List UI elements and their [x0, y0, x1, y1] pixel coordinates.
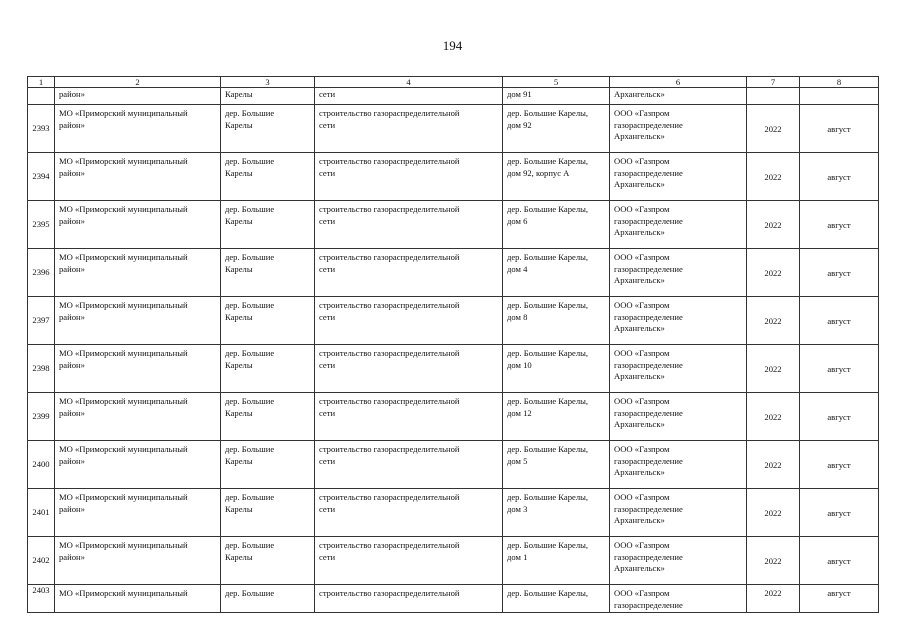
table-row	[28, 441, 879, 489]
month-cell-text: август	[827, 588, 851, 598]
settlement-cell-text: дер. Большие Карелы	[225, 252, 275, 274]
settlement-cell	[221, 441, 315, 489]
address-cell	[503, 249, 610, 297]
table-row	[28, 249, 879, 297]
organization-cell	[610, 393, 747, 441]
work-cell-text: строительство газораспределительной сети	[319, 444, 460, 466]
address-cell	[503, 345, 610, 393]
column-number-header	[28, 77, 879, 88]
organization-cell-text: ООО «Газпром газораспределение Архангельск»	[614, 444, 683, 477]
work-cell	[315, 153, 503, 201]
municipality-cell-text: МО «Приморский муниципальный район»	[59, 300, 188, 322]
column-header: 2	[55, 77, 221, 88]
organization-cell-text: ООО «Газпром газораспределение Архангельск»	[614, 492, 683, 525]
row-number-cell-text: 2396	[32, 266, 50, 277]
month-cell	[800, 393, 879, 441]
municipality-cell	[55, 537, 221, 585]
work-cell	[315, 585, 503, 613]
municipality-cell	[55, 297, 221, 345]
row-number-cell	[28, 297, 55, 345]
work-cell	[315, 201, 503, 249]
settlement-cell	[221, 153, 315, 201]
settlement-cell-text: дер. Большие Карелы	[225, 348, 275, 370]
municipality-cell-text: МО «Приморский муниципальный район»	[59, 540, 188, 562]
month-cell-text: август	[827, 123, 851, 134]
organization-cell	[610, 201, 747, 249]
address-cell-text: дер. Большие Карелы, дом 6	[507, 204, 589, 226]
settlement-cell	[221, 537, 315, 585]
municipality-cell-text: МО «Приморский муниципальный район»	[59, 204, 188, 226]
work-cell	[315, 537, 503, 585]
organization-cell	[610, 105, 747, 153]
work-cell-text: строительство газораспределительной	[319, 588, 460, 598]
organization-cell	[610, 489, 747, 537]
work-cell	[315, 393, 503, 441]
year-cell-text: 2022	[764, 555, 782, 566]
year-cell	[747, 537, 800, 585]
municipality-cell	[55, 153, 221, 201]
address-cell-text: дер. Большие Карелы, дом 92, корпус А	[507, 156, 589, 178]
table-row	[28, 153, 879, 201]
municipality-cell-text: МО «Приморский муниципальный район»	[59, 396, 188, 418]
settlement-cell-text: дер. Большие	[225, 588, 275, 598]
month-cell	[800, 153, 879, 201]
municipality-cell-text: МО «Приморский муниципальный	[59, 588, 188, 598]
year-cell	[747, 489, 800, 537]
settlement-cell	[221, 201, 315, 249]
address-cell-text: дер. Большие Карелы, дом 5	[507, 444, 589, 466]
settlement-cell-text: дер. Большие Карелы	[225, 444, 275, 466]
municipality-cell	[55, 585, 221, 613]
year-cell-text: 2022	[764, 459, 782, 470]
address-cell	[503, 537, 610, 585]
row-number-cell-text: 2402	[32, 554, 50, 565]
organization-cell	[610, 345, 747, 393]
address-cell-text: дер. Большие Карелы, дом 92	[507, 108, 589, 130]
settlement-cell-text: дер. Большие Карелы	[225, 156, 275, 178]
address-cell: дом 91	[503, 88, 610, 105]
settlement-cell	[221, 249, 315, 297]
data-table	[27, 76, 879, 613]
column-header: 3	[221, 77, 315, 88]
month-cell-text: август	[827, 411, 851, 422]
organization-cell-text: ООО «Газпром газораспределение Архангельск»	[614, 396, 683, 429]
organization-cell-text: ООО «Газпром газораспределение Архангельск»	[614, 252, 683, 285]
settlement-cell	[221, 297, 315, 345]
year-cell	[747, 345, 800, 393]
municipality-cell: район»	[55, 88, 221, 105]
municipality-cell	[55, 105, 221, 153]
work-cell-text: строительство газораспределительной сети	[319, 348, 460, 370]
address-cell-text: дер. Большие Карелы, дом 12	[507, 396, 589, 418]
month-cell-text: август	[827, 363, 851, 374]
address-cell-text: дер. Большие Карелы, дом 4	[507, 252, 589, 274]
settlement-cell	[221, 585, 315, 613]
work-cell-text: строительство газораспределительной сети	[319, 252, 460, 274]
work-cell: сети	[315, 88, 503, 105]
page-number: 194	[442, 38, 463, 53]
organization-cell	[610, 153, 747, 201]
work-cell-text: строительство газораспределительной сети	[319, 396, 460, 418]
row-number-cell	[28, 345, 55, 393]
organization-cell	[610, 537, 747, 585]
continued-row	[28, 88, 879, 105]
month-cell-text: август	[827, 171, 851, 182]
organization-cell-text: ООО «Газпром газораспределение Архангельск»	[614, 156, 683, 189]
municipality-cell	[55, 249, 221, 297]
year-cell-text: 2022	[764, 123, 782, 134]
row-number-cell-text: 2400	[32, 458, 50, 469]
address-cell-text: дер. Большие Карелы, дом 10	[507, 348, 589, 370]
address-cell-text: дер. Большие Карелы,	[507, 588, 589, 598]
address-cell	[503, 393, 610, 441]
row-number-cell-text: 2403	[32, 585, 50, 595]
municipality-cell-text: МО «Приморский муниципальный район»	[59, 444, 188, 466]
address-cell-text: дер. Большие Карелы, дом 8	[507, 300, 589, 322]
year-cell	[747, 441, 800, 489]
settlement-cell-text: дер. Большие Карелы	[225, 300, 275, 322]
work-cell	[315, 345, 503, 393]
settlement-cell-text: дер. Большие Карелы	[225, 204, 275, 226]
address-cell-text: дер. Большие Карелы, дом 1	[507, 540, 589, 562]
municipality-cell	[55, 441, 221, 489]
municipality-cell	[55, 393, 221, 441]
address-cell	[503, 489, 610, 537]
year-cell-text: 2022	[764, 588, 782, 598]
settlement-cell	[221, 489, 315, 537]
row-number-cell-text: 2394	[32, 170, 50, 181]
row-number-cell-text: 2397	[32, 314, 50, 325]
row-number-cell	[28, 105, 55, 153]
month-cell	[800, 201, 879, 249]
year-cell-text: 2022	[764, 315, 782, 326]
municipality-cell-text: МО «Приморский муниципальный район»	[59, 156, 188, 178]
work-cell	[315, 489, 503, 537]
row-number-cell	[28, 249, 55, 297]
column-header: 7	[747, 77, 800, 88]
address-cell	[503, 153, 610, 201]
year-cell-text: 2022	[764, 507, 782, 518]
month-cell	[800, 105, 879, 153]
year-cell-text: 2022	[764, 363, 782, 374]
organization-cell-text: ООО «Газпром газораспределение Архангельск»	[614, 204, 683, 237]
municipality-cell	[55, 489, 221, 537]
table-row	[28, 201, 879, 249]
address-cell	[503, 201, 610, 249]
year-cell	[747, 153, 800, 201]
month-cell	[800, 441, 879, 489]
year-cell-text: 2022	[764, 171, 782, 182]
month-cell	[800, 249, 879, 297]
year-cell	[747, 105, 800, 153]
year-cell-text: 2022	[764, 411, 782, 422]
organization-cell-text: ООО «Газпром газораспределение	[614, 588, 683, 610]
work-cell-text: строительство газораспределительной сети	[319, 204, 460, 226]
address-cell	[503, 585, 610, 613]
column-header: 1	[28, 77, 55, 88]
settlement-cell-text: дер. Большие Карелы	[225, 396, 275, 418]
month-cell	[800, 345, 879, 393]
column-header: 6	[610, 77, 747, 88]
month-cell-text: август	[827, 555, 851, 566]
work-cell-text: строительство газораспределительной сети	[319, 156, 460, 178]
work-cell	[315, 105, 503, 153]
organization-cell: Архангельск»	[610, 88, 747, 105]
column-header: 5	[503, 77, 610, 88]
month-cell-text: август	[827, 219, 851, 230]
table-row	[28, 297, 879, 345]
table-row	[28, 393, 879, 441]
address-cell	[503, 441, 610, 489]
row-number-cell-text: 2401	[32, 506, 50, 517]
row-number-cell	[28, 153, 55, 201]
row-number-cell	[28, 585, 55, 613]
settlement-cell	[221, 393, 315, 441]
year-cell	[747, 393, 800, 441]
municipality-cell-text: МО «Приморский муниципальный район»	[59, 108, 188, 130]
work-cell-text: строительство газораспределительной сети	[319, 300, 460, 322]
year-cell	[747, 297, 800, 345]
month-cell	[800, 489, 879, 537]
month-cell	[800, 585, 879, 613]
row-number-cell-text: 2398	[32, 362, 50, 373]
organization-cell	[610, 441, 747, 489]
table-row	[28, 489, 879, 537]
row-number-cell	[28, 441, 55, 489]
row-number-cell	[28, 537, 55, 585]
address-cell	[503, 297, 610, 345]
year-cell	[747, 585, 800, 613]
year-cell	[747, 249, 800, 297]
month-cell-text: август	[827, 459, 851, 470]
organization-cell	[610, 297, 747, 345]
table-row	[28, 585, 879, 613]
work-cell-text: строительство газораспределительной сети	[319, 540, 460, 562]
settlement-cell-text: дер. Большие Карелы	[225, 492, 275, 514]
row-number-cell-text: 2393	[32, 122, 50, 133]
organization-cell-text: ООО «Газпром газораспределение Архангельск»	[614, 108, 683, 141]
month-cell-text: август	[827, 315, 851, 326]
table-row	[28, 537, 879, 585]
work-cell-text: строительство газораспределительной сети	[319, 492, 460, 514]
month-cell	[800, 537, 879, 585]
settlement-cell	[221, 105, 315, 153]
municipality-cell-text: МО «Приморский муниципальный район»	[59, 348, 188, 370]
column-header: 4	[315, 77, 503, 88]
settlement-cell: Карелы	[221, 88, 315, 105]
municipality-cell-text: МО «Приморский муниципальный район»	[59, 492, 188, 514]
month-cell-text: август	[827, 267, 851, 278]
month-cell	[800, 297, 879, 345]
column-header: 8	[800, 77, 879, 88]
table-row	[28, 105, 879, 153]
work-cell	[315, 297, 503, 345]
year-cell	[747, 88, 800, 105]
year-cell-text: 2022	[764, 267, 782, 278]
work-cell	[315, 441, 503, 489]
row-number-cell	[28, 393, 55, 441]
organization-cell-text: ООО «Газпром газораспределение Архангельск»	[614, 300, 683, 333]
work-cell	[315, 249, 503, 297]
settlement-cell	[221, 345, 315, 393]
year-cell	[747, 201, 800, 249]
work-cell-text: строительство газораспределительной сети	[319, 108, 460, 130]
organization-cell-text: ООО «Газпром газораспределение Архангельск»	[614, 540, 683, 573]
organization-cell-text: ООО «Газпром газораспределение Архангельск»	[614, 348, 683, 381]
row-number-cell	[28, 201, 55, 249]
year-cell-text: 2022	[764, 219, 782, 230]
municipality-cell	[55, 345, 221, 393]
month-cell-text: август	[827, 507, 851, 518]
row-number-cell-text: 2399	[32, 410, 50, 421]
organization-cell	[610, 585, 747, 613]
row-number-cell-text: 2395	[32, 218, 50, 229]
address-cell-text: дер. Большие Карелы, дом 3	[507, 492, 589, 514]
municipality-cell-text: МО «Приморский муниципальный район»	[59, 252, 188, 274]
table-row	[28, 345, 879, 393]
settlement-cell-text: дер. Большие Карелы	[225, 540, 275, 562]
municipality-cell	[55, 201, 221, 249]
row-number-cell	[28, 88, 55, 105]
address-cell	[503, 105, 610, 153]
organization-cell	[610, 249, 747, 297]
settlement-cell-text: дер. Большие Карелы	[225, 108, 275, 130]
month-cell	[800, 88, 879, 105]
row-number-cell	[28, 489, 55, 537]
